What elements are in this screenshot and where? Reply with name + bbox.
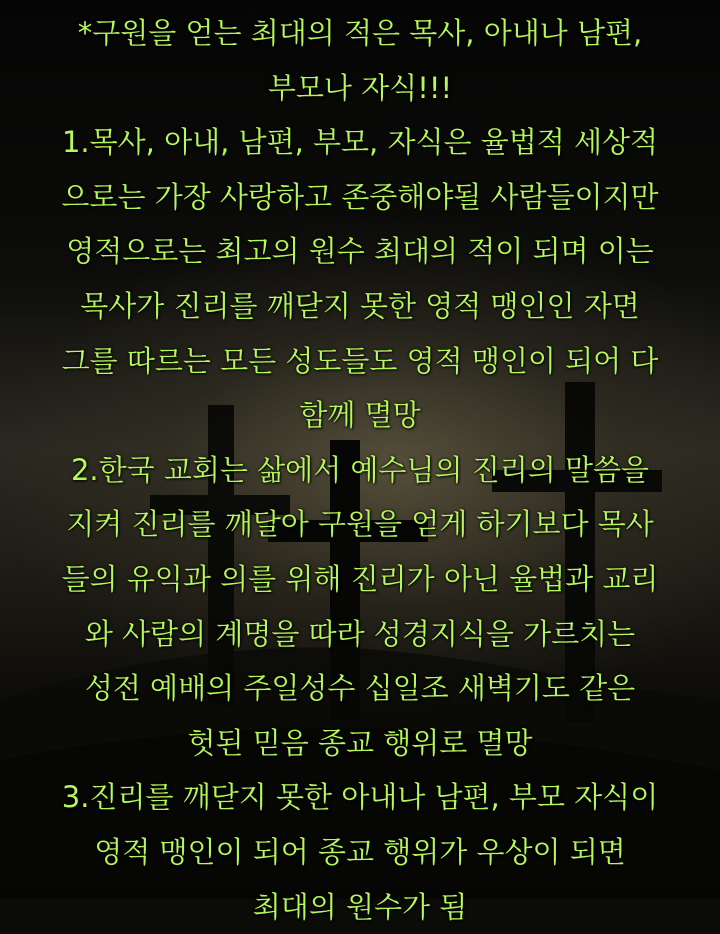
text-line-2: 부모나 자식!!! xyxy=(267,70,453,105)
text-line-8: 함께 멸망 xyxy=(299,398,421,433)
text-line-6: 목사가 진리를 깨닫지 못한 영적 맹인인 자면 xyxy=(80,288,640,323)
text-line-14: 헛된 믿음 종교 행위로 멸망 xyxy=(187,725,533,760)
text-line-1: *구원을 얻는 최대의 적은 목사, 아내나 남편, xyxy=(77,16,643,50)
text-line-10: 지켜 진리를 깨달아 구원을 얻게 하기보다 목사 xyxy=(66,507,654,542)
text-line-13: 성전 예배의 주일성수 십일조 새벽기도 같은 xyxy=(84,671,636,706)
text-line-16: 영적 맹인이 되어 종교 행위가 우상이 되면 xyxy=(94,834,626,869)
text-line-11: 들의 유익과 의를 위해 진리가 아닌 율법과 교리 xyxy=(61,561,659,596)
text-line-12: 와 사람의 계명을 따라 성경지식을 가르치는 xyxy=(84,616,636,651)
text-line-4: 으로는 가장 사랑하고 존중해야될 사람들이지만 xyxy=(61,179,659,214)
text-line-15: 3.진리를 깨닫지 못한 아내나 남편, 부모 자식이 xyxy=(61,780,659,815)
text-line-9: 2.한국 교회는 삶에서 예수님의 진리의 말씀을 xyxy=(70,452,649,487)
text-line-17: 최대의 원수가 됨 xyxy=(252,889,468,924)
text-line-3: 1.목사, 아내, 남편, 부모, 자식은 율법적 세상적 xyxy=(61,125,659,160)
text-line-5: 영적으로는 최고의 원수 최대의 적이 되며 이는 xyxy=(66,234,654,269)
text-line-7: 그를 따르는 모든 성도들도 영적 맹인이 되어 다 xyxy=(61,343,659,378)
